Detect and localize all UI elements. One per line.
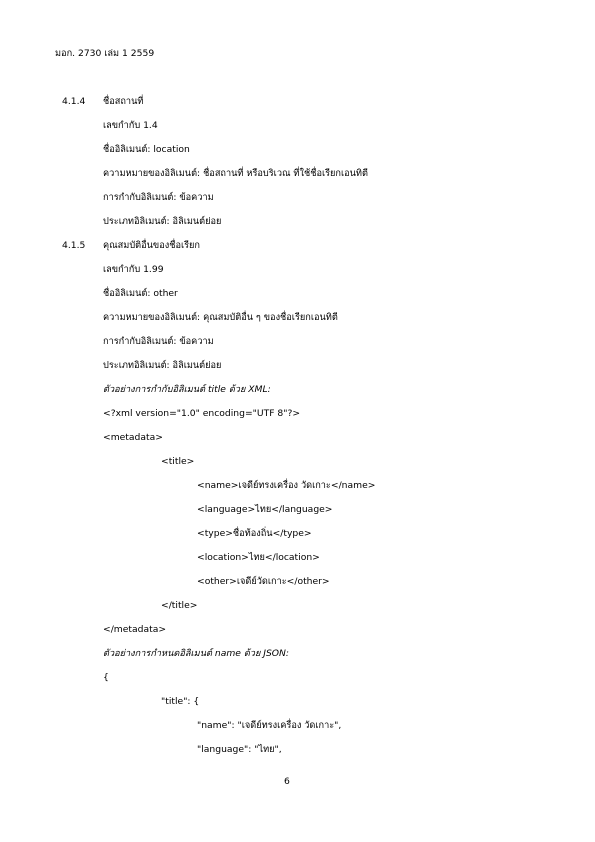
element-name: ชื่ออิลิเมนต์: location — [103, 144, 190, 155]
json-title-open: "title": { — [161, 696, 200, 707]
sequence-number: เลขกำกับ 1.99 — [103, 264, 164, 275]
xml-metadata-close: </metadata> — [103, 624, 167, 635]
xml-type-line: <type>ชื่อท้องถิ่น</type> — [197, 528, 312, 539]
section-number: 4.1.4 — [62, 96, 86, 107]
xml-example-caption: ตัวอย่างการกำกับอิลิเมนต์ title ด้วย XML: — [103, 384, 271, 395]
json-brace-open: { — [103, 672, 109, 683]
xml-title-open: <title> — [161, 456, 195, 467]
element-meaning: ความหมายของอิลิเมนต์: คุณสมบัติอื่น ๆ ของชื่อเรียกเอนทิตี — [103, 312, 338, 323]
json-name-line: "name": "เจดีย์ทรงเครื่อง วัดเกาะ", — [197, 720, 342, 731]
element-meaning: ความหมายของอิลิเมนต์: ชื่อสถานที่ หรือบริเวณ ที่ใช้ชื่อเรียกเอนทิตี — [103, 168, 368, 179]
sequence-number: เลขกำกับ 1.4 — [103, 120, 158, 131]
element-name: ชื่ออิลิเมนต์: other — [103, 288, 178, 299]
json-language-line: "language": "ไทย", — [197, 744, 282, 755]
element-assignment: การกำกับอิลิเมนต์: ข้อความ — [103, 336, 214, 347]
json-example-caption: ตัวอย่างการกำหนดอิลิเมนต์ name ด้วย JSON: — [103, 648, 290, 659]
xml-title-close: </title> — [161, 600, 198, 611]
xml-other-line: <other>เจดีย์วัดเกาะ</other> — [197, 576, 330, 587]
section-title: คุณสมบัติอื่นของชื่อเรียก — [103, 240, 200, 251]
element-type: ประเภทอิลิเมนต์: อิลิเมนต์ย่อย — [103, 360, 222, 371]
section-title: ชื่อสถานที่ — [103, 96, 144, 107]
section-number: 4.1.5 — [62, 240, 86, 251]
xml-metadata-open: <metadata> — [103, 432, 163, 443]
page-header: มอก. 2730 เล่ม 1 2559 — [55, 48, 155, 59]
element-type: ประเภทอิลิเมนต์: อิลิเมนต์ย่อย — [103, 216, 222, 227]
xml-declaration: <?xml version="1.0" encoding="UTF 8"?> — [103, 408, 301, 419]
xml-language-line: <language>ไทย</language> — [197, 504, 333, 515]
element-assignment: การกำกับอิลิเมนต์: ข้อความ — [103, 192, 214, 203]
page-number: 6 — [284, 776, 290, 787]
xml-location-line: <location>ไทย</location> — [197, 552, 320, 563]
xml-name-line: <name>เจดีย์ทรงเครื่อง วัดเกาะ</name> — [197, 480, 376, 491]
